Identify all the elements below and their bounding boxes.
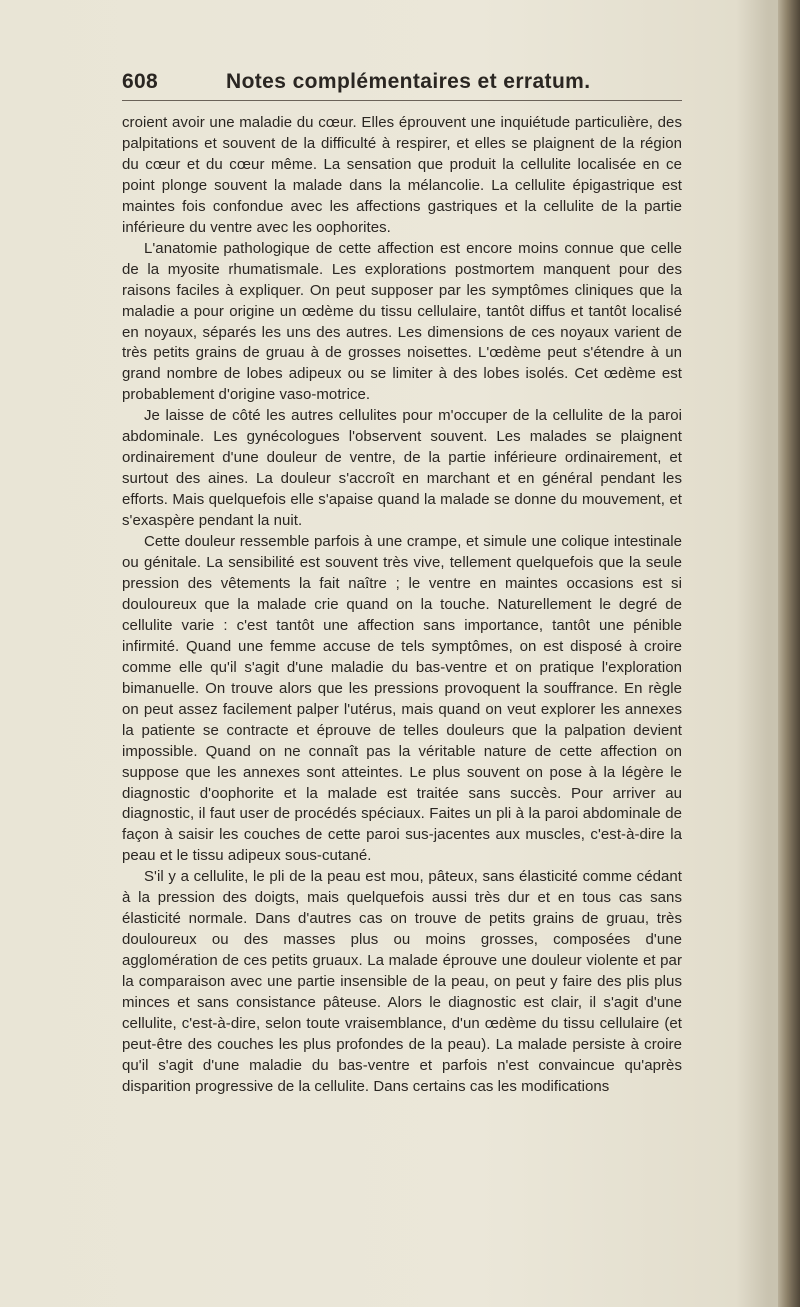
page-edge <box>778 0 800 1307</box>
paragraph: Je laisse de côté les autres cellulites pour m'occuper de la cellulite de la paroi abdominale. Les gynécologues l'observent souvent. Les malades se plaignent ordinairement d'une douleur de ventre, de la partie inférieure ordinairement, et surtout des aines. La douleur s'accroît en marchant et en général pendant les efforts. Mais quelquefois elle s'apaise quand la malade se donne du mouvement, et s'exaspère pendant la nuit. <box>122 407 682 530</box>
header-rule <box>122 100 682 101</box>
page-header <box>122 70 682 104</box>
body-text <box>122 113 682 1098</box>
paragraph: croient avoir une maladie du cœur. Elles éprouvent une inquiétude particulière, des palpitations et souvent de la difficulté à respirer, et elles se plaignent de la région du cœur et du cœur même. La sensation que produit la cellulite localisée en ce point plonge souvent la malade dans la mélancolie. La cellulite épigastrique est maintes fois confondue avec les affections gastriques et la cellulite de la partie inférieure du ventre avec les oophorites. <box>122 114 682 236</box>
paragraph: Cette douleur ressemble parfois à une crampe, et simule une colique intestinale ou génitale. La sensibilité est souvent très vive, tellement quelquefois que la seule pression des vêtements la fait naître ; le ventre en maintes occasions est si douloureux que la malade crie quand on la touche. Naturellement le degré de cellulite varie : c'est tantôt une affection sans importance, tantôt une pénible infirmité. Quand une femme accuse de tels symptômes, on est disposé à croire comme elle qu'il s'agit d'une maladie du bas-ventre et on pratique l'exploration bimanuelle. On trouve alors que les pressions provoquent la souffrance. En règle on peut assez facilement palper l'utérus, mais quand on veut explorer les annexes la patiente se contracte et éprouve de telles douleurs que la palpation devient impossible. Quand on ne connaît pas la véritable nature de cette affection on suppose que les annexes sont atteintes. Le plus souvent on pose à la légère le diagnostic d'oophorite et la malade est traitée sans succès. Pour arriver au diagnostic, il faut user de procédés spéciaux. Faites un pli à la paroi abdominale de façon à saisir les couches de cette paroi sus-jacentes aux muscles, c'est-à-dire la peau et le tissu adipeux sous-cutané. <box>122 533 682 865</box>
page-number: 608 <box>122 70 158 93</box>
paragraph: L'anatomie pathologique de cette affection est encore moins connue que celle de la myosite rhumatismale. Les explorations postmortem manquent pour des raisons faciles à expliquer. On peut supposer par les symptômes cliniques que la maladie a pour origine un œdème du tissu cellulaire, tantôt diffus et tantôt localisé en noyaux, séparés les uns des autres. Les dimensions de ces noyaux varient de très petits grains de gruau à de grosses noisettes. L'œdème peut s'étendre à un grand nombre de lobes adipeux ou se limiter à des lobes isolés. Cet œdème est probablement d'origine vaso-motrice. <box>122 239 682 404</box>
paragraph: S'il y a cellulite, le pli de la peau est mou, pâteux, sans élasticité comme cédant à la pression des doigts, mais quelquefois aussi très dur et en tous cas sans élasticité normale. Dans d'autres cas on trouve de petits grains de gruau, très douloureux ou des masses plus ou moins grosses, composées d'une agglomération de ces petits gruaux. La malade éprouve une douleur violente et par la comparaison avec une partie insensible de la peau, on peut y faire des plis plus minces et sans consistance pâteuse. Alors le diagnostic est clair, il s'agit d'une cellulite, c'est-à-dire, selon toute vraisemblance, d'un œdème du tissu cellulaire (et peut-être des couches les plus profondes de la peau). La malade persiste à croire qu'il s'agit d'une maladie du bas-ventre et parfois n'est convaincue qu'après disparition progressive de la cellulite. Dans certains cas les modifications <box>122 868 682 1095</box>
running-title: Notes complémentaires et erratum. <box>226 70 591 93</box>
